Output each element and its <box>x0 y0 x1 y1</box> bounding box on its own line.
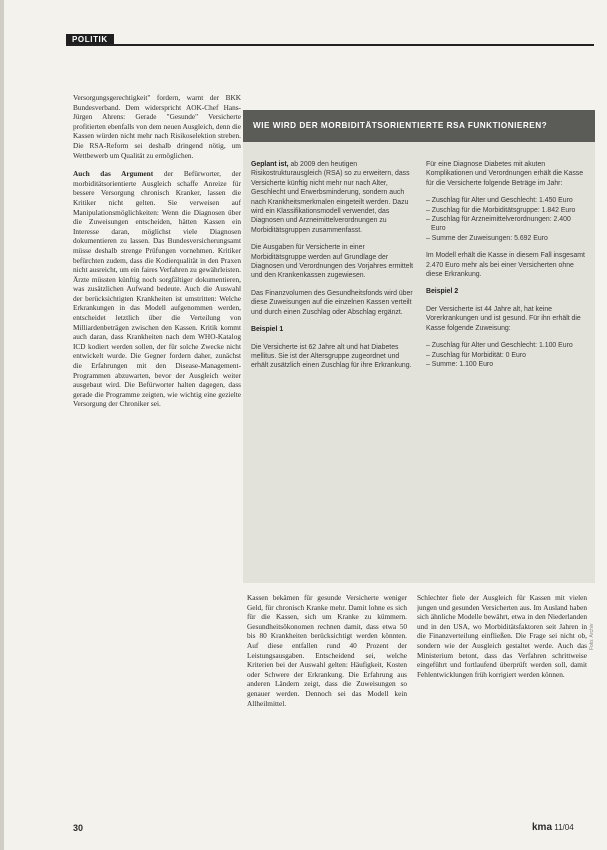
list-item: – Summe der Zuweisungen: 5.692 Euro <box>426 234 586 243</box>
amount-list <box>426 196 586 243</box>
paragraph: Die Versicherte ist 62 Jahre alt und hat Diabetes mellitus. Sie ist der Altersgruppe zugeordnet und erhält zusätzlich einen Zuschlag für ihre Erkrankung. <box>251 343 412 370</box>
photo-credit: Foto: Archiv <box>589 623 595 650</box>
list-item: – Zuschlag für Morbidität: 0 Euro <box>426 351 586 360</box>
info-box-title: WIE WIRD DER MORBIDITÄTSORIENTIERTE RSA FUNKTIONIEREN? <box>243 110 595 142</box>
paragraph-lead: Geplant ist, <box>251 161 289 168</box>
article-column-1 <box>73 93 241 823</box>
magazine-logo: kma <box>532 822 553 833</box>
page-number: 30 <box>73 823 84 833</box>
list-item: – Zuschlag für die Morbiditätsgruppe: 1.842 Euro <box>426 206 586 215</box>
paragraph <box>251 160 416 235</box>
issue-number: 11/04 <box>554 823 574 832</box>
paragraph-text: der Befürworter, der morbiditätsorientierte Ausgleich schaffe Anreize für bessere Versorgung chronisch Kranker, lassen die Kritiker nicht gelten. Sie verweisen auf Manipulationsmöglichkeiten: Wenn die Diagnosen über die Zuweisungen entscheiden, hätten Kassen ein Interesse daran, möglichst viele Diagnosen dokumentieren zu lassen. Das Bundesversicherungsamt müsse deshalb strenge Prüfungen vornehmen. Kritiker befürchten zudem, dass die Kodierqualität in den Praxen nicht ausreicht, um ein faires Verfahren zu gewährleisten. Ärzte müssten künftig noch sorgfältiger dokumentieren, was zusätzlichen Aufwand bedeute. Auch die Auswahl der berücksichtigten Krankheiten ist umstritten: Welche Erkrankungen in das Modell aufgenommen werden, entscheidet letztlich über die Verteilung von Milliardenbeträgen zwischen den Kassen. Kritik kommt auch daran, dass Krankheiten nach dem WHO-Katalog ICD kodiert werden sollen, der für solche Zwecke nicht entwickelt wurde. Die Gegner fordern daher, zunächst die Erfahrungen mit den Disease-Management-Programmen abzuwarten, bevor der Ausgleich weiter ausgebaut wird. Die Befürworter halten dagegen, dass gerade die Programme zeigten, wie wichtig eine gezielte Versorgung der Chroniker sei. <box>73 169 241 409</box>
paragraph: Die Ausgaben für Versicherte in einer Morbiditätsgruppe werden auf Grundlage der Diagnosen und Verordnungen des Vorjahres ermittelt und den Krankenkassen zugewiesen. <box>251 244 414 280</box>
article-column-2 <box>247 593 407 825</box>
paragraph: Der Versicherte ist 44 Jahre alt, hat keine Vorerkrankungen und ist gesund. Für ihn erhält die Kasse folgende Zuweisung: <box>426 305 581 332</box>
info-box <box>243 110 595 583</box>
list-item: – Zuschlag für Alter und Geschlecht: 1.100 Euro <box>426 341 586 350</box>
example-heading: Beispiel 2 <box>426 288 459 296</box>
paragraph <box>73 169 241 409</box>
list-item: – Zuschlag für Alter und Geschlecht: 1.450 Euro <box>426 196 586 205</box>
info-box-right-column <box>426 160 586 578</box>
paragraph-lead: Auch das Argument <box>73 169 154 179</box>
paragraph: Im Modell erhält die Kasse in diesem Fall insgesamt 2.470 Euro mehr als bei einer Versicherten ohne diese Erkrankung. <box>426 252 585 279</box>
example-heading: Beispiel 1 <box>251 326 284 334</box>
paragraph-text: ab 2009 den heutigen Risikostrukturausgleich (RSA) so zu erweitern, dass Versicherte künftig nicht mehr nur nach Alter, Geschlecht und Erwerbsminderung, sondern auch nach Krankheitsmerkmalen eingeteilt werden. Dazu wird ein Klassifikationsmodell verwendet, das Diagnosen und Arzneimittelverordnungen zu Morbiditätsgruppen zusammenfasst. <box>251 161 410 234</box>
paragraph: Das Finanzvolumen des Gesundheitsfonds wird über diese Zuweisungen auf die einzelnen Kassen verteilt und durch einen Zuschlag oder Abschlag ergänzt. <box>251 289 413 316</box>
section-label: POLITIK <box>66 34 114 45</box>
info-box-left-column <box>251 160 416 578</box>
article-column-3 <box>417 593 587 825</box>
page-edge <box>0 0 4 850</box>
list-item: – Zuschlag für Arzneimittelverordnungen: 2.400 Euro <box>426 215 586 234</box>
paragraph: Kassen bekämen für gesunde Versicherte weniger Geld, für chronisch Kranke mehr. Damit lohne es sich für die Kassen, sich um Kranke zu kümmern. Gesundheitsökonomen rechnen damit, dass etwa 50 bis 80 Krankheiten berücksichtigt werden könnten. Auf diese entfallen rund 40 Prozent der Leistungsausgaben. Entscheidend sei, welche Kriterien bei der Auswahl gelten: Häufigkeit, Kosten oder Schwere der Erkrankung. Die Erfahrung aus anderen Ländern zeigt, dass die Zuweisungen so genauer werden. Dennoch sei das Modell kein Allheilmittel. <box>247 593 407 708</box>
list-item: – Summe: 1.100 Euro <box>426 360 586 369</box>
amount-list <box>426 341 586 369</box>
footer-issue <box>532 822 574 833</box>
paragraph: Für eine Diagnose Diabetes mit akuten Komplikationen und Verordnungen erhält die Kasse für die Versicherte folgende Beträge im Jahr: <box>426 161 584 187</box>
header-rule <box>66 44 594 46</box>
paragraph: Schlechter fiele der Ausgleich für Kassen mit vielen jungen und gesunden Versicherten aus. Im Ausland haben sich ähnliche Modelle bewährt, etwa in den Niederlanden und in den USA, wo Morbiditätsfaktoren seit Jahren in die Finanzverteilung einfließen. Die Frage sei nicht ob, sondern wie der Ausgleich gestaltet werde. Auch das Ministerium betont, dass das Verfahren schrittweise eingeführt und fortlaufend überprüft werden soll, damit Fehlentwicklungen früh korrigiert werden können. <box>417 593 587 679</box>
paragraph: Versorgungsgerechtigkeit" fordern, warnt der BKK Bundesverband. Dem widerspricht AOK-Chef Hans-Jürgen Ahrens: Gerade "Gesunde" Versicherte profitierten ebenfalls von dem neuen Ausgleich, denn die Kassen würden nicht mehr nach Risikoselektion streben. Die RSA-Reform sei deshalb dringend nötig, um Wettbewerb um Qualität zu ermöglichen. <box>73 93 241 160</box>
